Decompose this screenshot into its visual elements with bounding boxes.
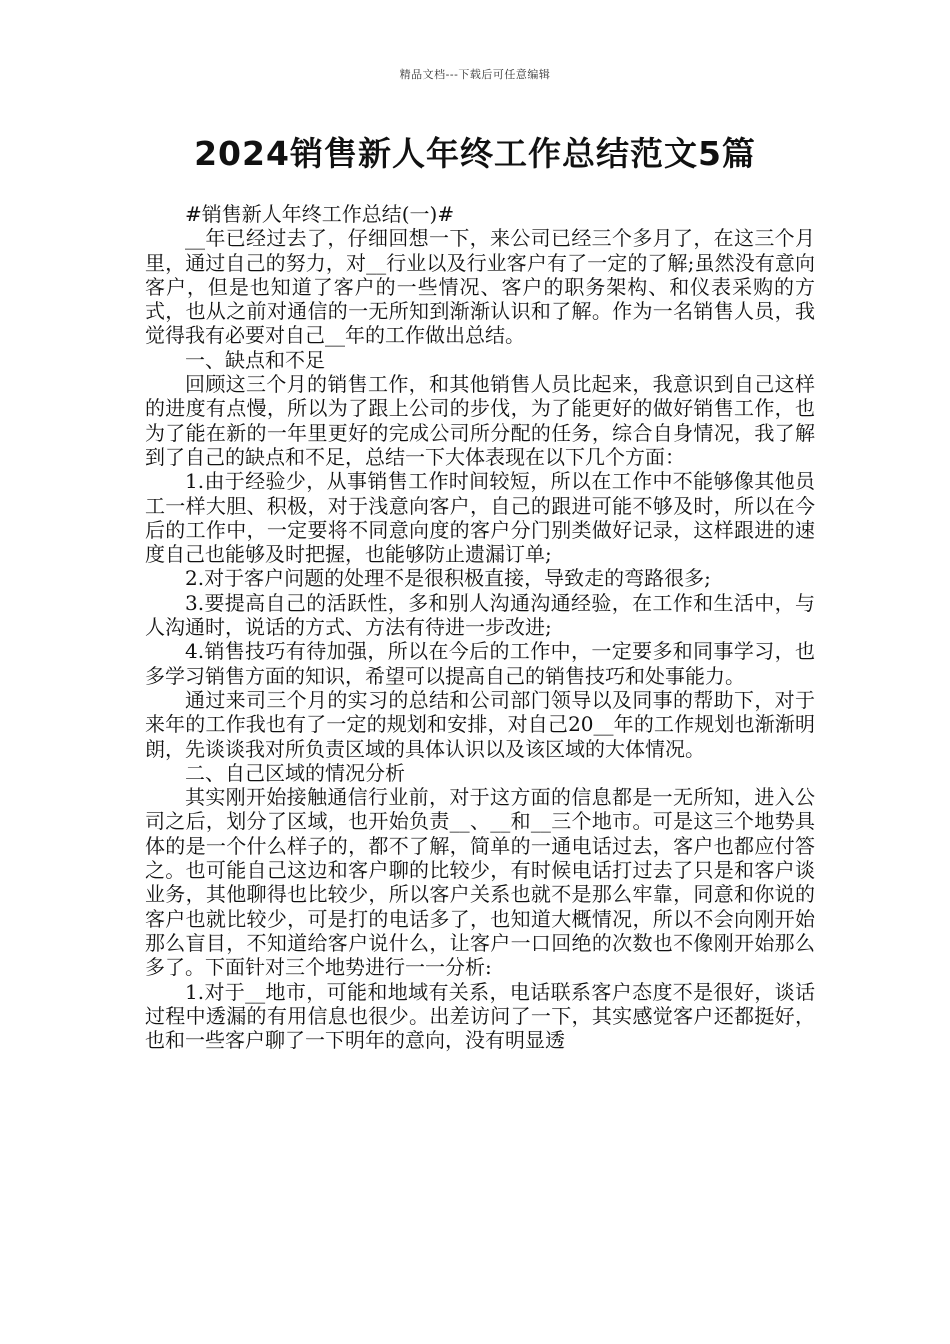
paragraph-plan: 通过来司三个月的实习的总结和公司部门领导以及同事的帮助下，对于来年的工作我也有了一定的规划和安排，对自己20__年的工作规划也渐渐明朗，先谈谈我对所负责区域的具体认识以及该区域的大体情况。 [145, 687, 815, 761]
section-heading-region-analysis: 二、自己区域的情况分析 [185, 760, 405, 785]
header-note: 精品文档---下载后可任意编辑 [399, 68, 551, 81]
list-item-city-1: 1.对于__地市，可能和地域有关系，电话联系客户态度不是很好，谈话过程中透漏的有用信息也很少。出差访问了一下，其实感觉客户还都挺好，也和一些客户聊了一下明年的意向，没有明显透 [145, 979, 815, 1053]
paragraph-region: 其实刚开始接触通信行业前，对于这方面的信息都是一无所知，进入公司之后，划分了区域，也开始负责__、__和__三个地市。可是这三个地势具体的是一个什么样子的，都不了解，简单的一通电话过去，客户也都应付答之。也可能自己这边和客户聊的比较少，有时候电话打过去了只是和客户谈业务，其他聊得也比较少，所以客户关系也就不是那么牢靠，同意和你说的客户也就比较少，可是打的电话多了，也知道大概情况，所以不会向刚开始那么盲目，不知道给客户说什么，让客户一口回绝的次数也不像刚开始那么多了。下面针对三个地势进行一一分析: [145, 785, 815, 980]
list-item-4: 4.销售技巧有待加强，所以在今后的工作中，一定要多和同事学习，也多学习销售方面的知识，希望可以提高自己的销售技巧和处事能力。 [145, 639, 815, 688]
list-item-3: 3.要提高自己的活跃性，多和别人沟通沟通经验，在工作和生活中，与人沟通时，说话的方式、方法有待进一步改进; [145, 590, 815, 640]
document-title: 2024销售新人年终工作总结范文5篇 [194, 134, 756, 173]
section-heading-part-one: #销售新人年终工作总结(一)# [185, 202, 455, 226]
list-item-1: 1.由于经验少，从事销售工作时间较短，所以在工作中不能够像其他员工一样大胆、积极，对于浅意向客户，自己的跟进可能不够及时，所以在今后的工作中，一定要将不同意向度的客户分门别类做好记录，这样跟进的速度自己也能够及时把握，也能够防止遗漏订单; [145, 469, 815, 567]
list-item-2: 2.对于客户问题的处理不是很积极直接，导致走的弯路很多; [185, 566, 711, 591]
paragraph-intro: __年已经过去了，仔细回想一下，来公司已经三个多月了，在这三个月里，通过自己的努力，对__行业以及行业客户有了一定的了解;虽然没有意向客户，但是也知道了客户的一些情况、客户的职务架构、和仪表采购的方式，也从之前对通信的一无所知到渐渐认识和了解。作为一名销售人员，我觉得我有必要对自己__年的工作做出总结。 [145, 226, 815, 348]
paragraph-review: 回顾这三个月的销售工作，和其他销售人员比起来，我意识到自己这样的进度有点慢，所以为了跟上公司的步伐，为了能更好的做好销售工作，也为了能在新的一年里更好的完成公司所分配的任务，综合自身情况，我了解到了自己的缺点和不足，总结一下大体表现在以下几个方面： [145, 372, 815, 469]
document-body [145, 202, 815, 1052]
section-heading-shortcomings: 一、缺点和不足 [185, 347, 325, 372]
